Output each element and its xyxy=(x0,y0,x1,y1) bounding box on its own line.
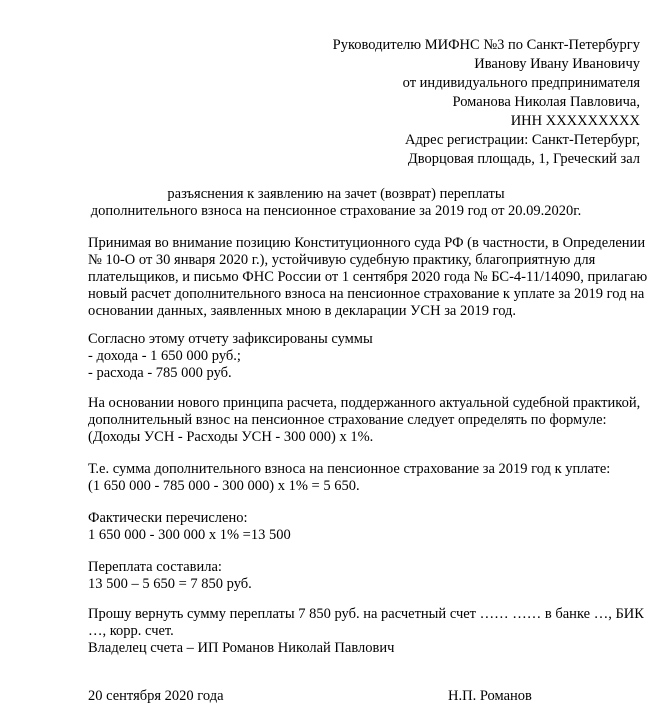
paragraph-1-line: Принимая во внимание позицию Конституционного суда РФ (в частности, в Определении xyxy=(88,235,646,251)
header-line-addressee: Руководителю МИФНС №3 по Санкт-Петербургу xyxy=(332,37,640,53)
paragraph-7-line: Владелец счета – ИП Романов Николай Павлович xyxy=(88,640,395,656)
paragraph-3-line: (Доходы УСН - Расходы УСН - 300 000) х 1%. xyxy=(88,429,374,445)
header-line-from: от индивидуального предпринимателя xyxy=(402,75,640,91)
document-date: 20 сентября 2020 года xyxy=(88,688,224,704)
paragraph-1-line: новый расчет дополнительного взноса на пенсионное страхование к уплате за 2019 год на xyxy=(88,286,645,302)
paragraph-7-line: …, корр. счет. xyxy=(88,623,174,639)
paragraph-6-line: Переплата составила: xyxy=(88,559,222,575)
signature-name: Н.П. Романов xyxy=(448,688,532,704)
header-line-addressee-name: Иванову Ивану Ивановичу xyxy=(474,56,640,72)
paragraph-4-line: Т.е. сумма дополнительного взноса на пенсионное страхование за 2019 год к уплате: xyxy=(88,461,611,477)
paragraph-7-line: Прошу вернуть сумму переплаты 7 850 руб. на расчетный счет …… …… в банке …, БИК xyxy=(88,606,644,622)
paragraph-6-line: 13 500 – 5 650 = 7 850 руб. xyxy=(88,576,252,592)
header-line-sender-name: Романова Николая Павловича, xyxy=(452,94,640,110)
header-line-address: Адрес регистрации: Санкт-Петербург, xyxy=(405,132,640,148)
paragraph-1-line: № 10-О от 30 января 2020 г.), устойчивую судебную практику, благоприятную для xyxy=(88,252,596,268)
paragraph-2-line: - расхода - 785 000 руб. xyxy=(88,365,232,381)
paragraph-3-line: На основании нового принципа расчета, поддержанного актуальной судебной практикой, xyxy=(88,395,641,411)
header-line-inn: ИНН ХХХХХХХХХ xyxy=(510,113,640,129)
paragraph-5-line: Фактически перечислено: xyxy=(88,510,248,526)
paragraph-1-line: плательщиков, и письмо ФНС России от 1 сентября 2020 года № БС-4-11/14090, прилагаю xyxy=(88,269,648,285)
document-title-line-2: дополнительного взноса на пенсионное страхование за 2019 год от 20.09.2020г. xyxy=(90,203,582,219)
paragraph-4-line: (1 650 000 - 785 000 - 300 000) х 1% = 5 650. xyxy=(88,478,360,494)
header-line-address-detail: Дворцовая площадь, 1, Греческий зал xyxy=(407,151,640,167)
paragraph-2-line: Согласно этому отчету зафиксированы суммы xyxy=(88,331,373,347)
document-title-line-1: разъяснения к заявлению на зачет (возврат) переплаты xyxy=(167,186,505,202)
paragraph-3-line: дополнительный взнос на пенсионное страхование следует определять по формуле: xyxy=(88,412,607,428)
paragraph-5-line: 1 650 000 - 300 000 х 1% =13 500 xyxy=(88,527,291,543)
paragraph-1-line: основании данных, заявленных мною в декларации УСН за 2019 год. xyxy=(88,303,517,319)
paragraph-2-line: - дохода - 1 650 000 руб.; xyxy=(88,348,241,364)
